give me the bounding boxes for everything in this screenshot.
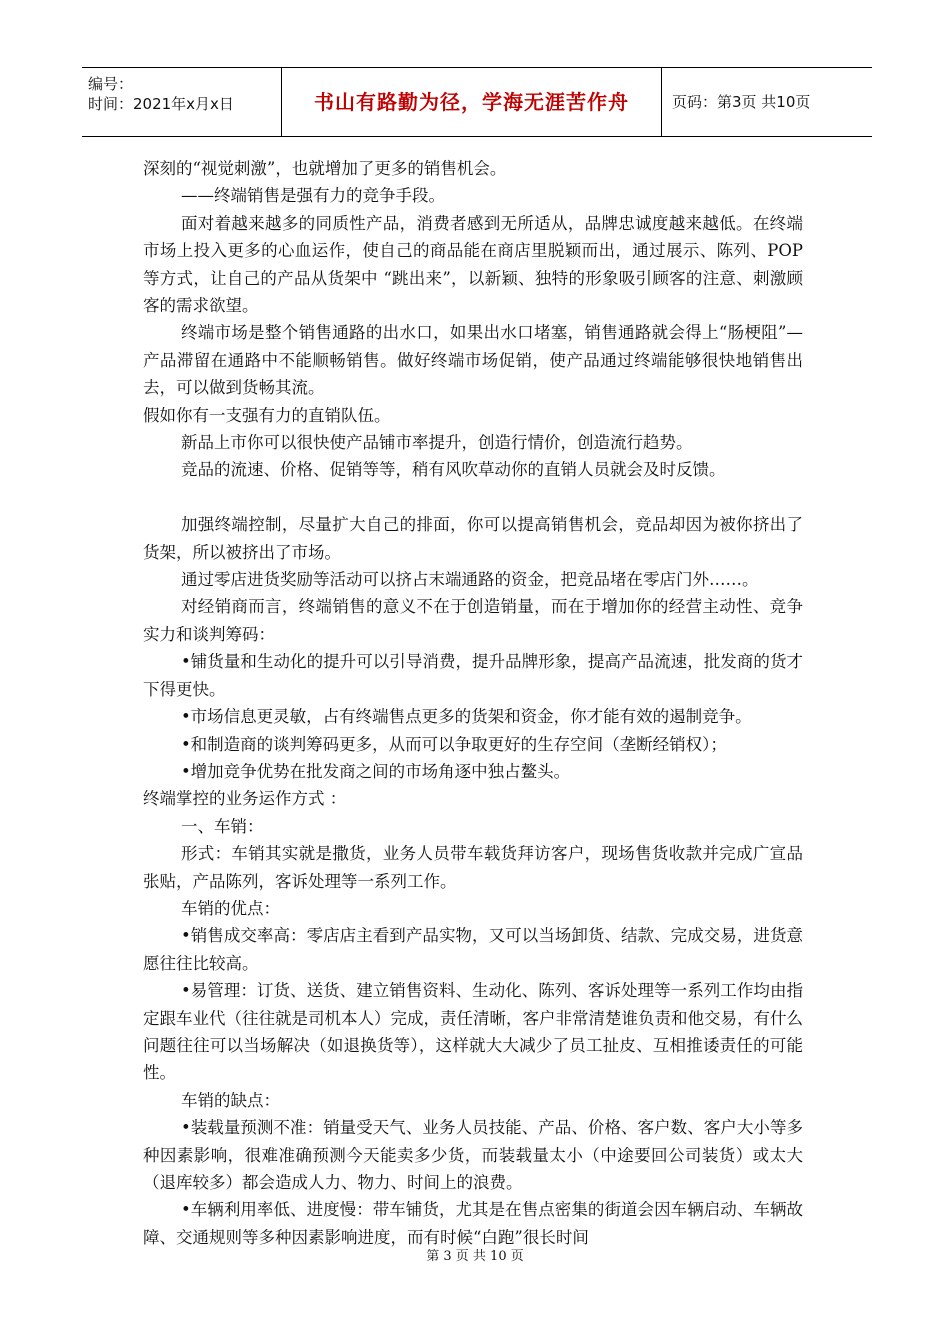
body-paragraph: 加强终端控制，尽量扩大自己的排面，你可以提高销售机会，竞品却因为被你挤出了货架，所以被挤出了市场。	[143, 515, 803, 562]
body-paragraph: ——终端销售是强有力的竞争手段。	[180, 186, 445, 206]
body-paragraph: •车辆利用率低、进度慢：带车铺货，尤其是在售点密集的街道会因车辆启动、车辆故障、交通规则等多种因素影响进度，而有时候“白跑”很长时间	[143, 1200, 803, 1247]
body-paragraph: 终端市场是整个销售通路的出水口，如果出水口堵塞，销售通路就会得上“肠梗阻”—产品滞留在通路中不能顺畅销售。做好终端市场促销，使产品通过终端能够很快地销售出去，可以做到货畅其流。	[143, 323, 803, 398]
body-paragraph: •销售成交率高：零店店主看到产品实物，又可以当场卸货、结款、完成交易，进货意愿往往比较高。	[143, 926, 803, 973]
body-paragraph: 终端掌控的业务运作方式 ：	[143, 789, 347, 809]
document-date: 时间：2021年x月x日	[88, 95, 234, 113]
body-paragraph: •装载量预测不准：销量受天气、业务人员技能、产品、价格、客户数、客户大小等多种因素影响，很难准确预测今天能卖多少货，而装载量太小（中途要回公司装货）或太大（退库较多）都会造成人力、物力、时间上的浪费。	[143, 1118, 803, 1193]
body-paragraph: 车销的缺点：	[180, 1090, 280, 1110]
document-number-label: 编号：	[88, 75, 134, 93]
document-body	[143, 155, 803, 1251]
body-paragraph: 深刻的“视觉刺激”，也就增加了更多的销售机会。	[143, 159, 507, 178]
body-paragraph: 面对着越来越多的同质性产品，消费者感到无所适从，品牌忠诚度越来越低。在终端市场上投入更多的心血运作，使自己的商品能在商店里脱颖而出，通过展示、陈列、POP等方式，让自己的产品从货架中 “跳出来”，以新颖、独特的形象吸引顾客的注意、刺激顾客的需求欲望。	[143, 213, 803, 316]
blank-line	[143, 484, 803, 511]
body-paragraph: 竞品的流速、价格、促销等等，稍有风吹草动你的直销人员就会及时反馈。	[180, 460, 726, 480]
body-paragraph: 车销的优点：	[180, 898, 280, 918]
body-paragraph: 通过零店进货奖励等活动可以挤占末端通路的资金，把竞品堵在零店门外……。	[180, 570, 759, 590]
body-paragraph: 形式：车销其实就是撒货，业务人员带车载货拜访客户，现场售货收款并完成广宣品张贴，产品陈列，客诉处理等一系列工作。	[143, 844, 803, 891]
body-paragraph: 假如你有一支强有力的直销队伍。	[143, 405, 391, 425]
body-paragraph: •铺货量和生动化的提升可以引导消费，提升品牌形象，提高产品流速，批发商的货才下得更快。	[143, 652, 803, 699]
body-paragraph: 一、车销：	[180, 816, 264, 836]
body-paragraph: •易管理：订货、送货、建立销售资料、生动化、陈列、客诉处理等一系列工作均由指定跟车业代（往往就是司机本人）完成，责任清晰，客户非常清楚谁负责和他交易，有什么问题往往可以当场解决（如退换货等），这样就大大减少了员工扯皮、互相推诿责任的可能性。	[143, 981, 803, 1083]
body-paragraph: •增加竞争优势在批发商之间的市场角逐中独占鳌头。	[180, 761, 571, 781]
header-motto: 书山有路勤为径，学海无涯苦作舟	[282, 68, 662, 136]
header-meta	[82, 68, 282, 136]
body-paragraph: 新品上市你可以很快使产品铺市率提升，创造行情价，创造流行趋势。	[180, 433, 693, 453]
header-page-info: 页码：第3页 共10页	[672, 93, 811, 111]
body-paragraph: •市场信息更灵敏，占有终端售点更多的货架和资金，你才能有效的遏制竞争。	[180, 707, 752, 727]
page-footer: 第 3 页 共 10 页	[426, 1249, 524, 1264]
body-paragraph: 对经销商而言，终端销售的意义不在于创造销量，而在于增加你的经营主动性、竞争实力和谈判筹码：	[143, 597, 803, 644]
page-header	[82, 67, 872, 137]
body-paragraph: •和制造商的谈判筹码更多，从而可以争取更好的生存空间（垄断经销权）；	[180, 734, 727, 754]
